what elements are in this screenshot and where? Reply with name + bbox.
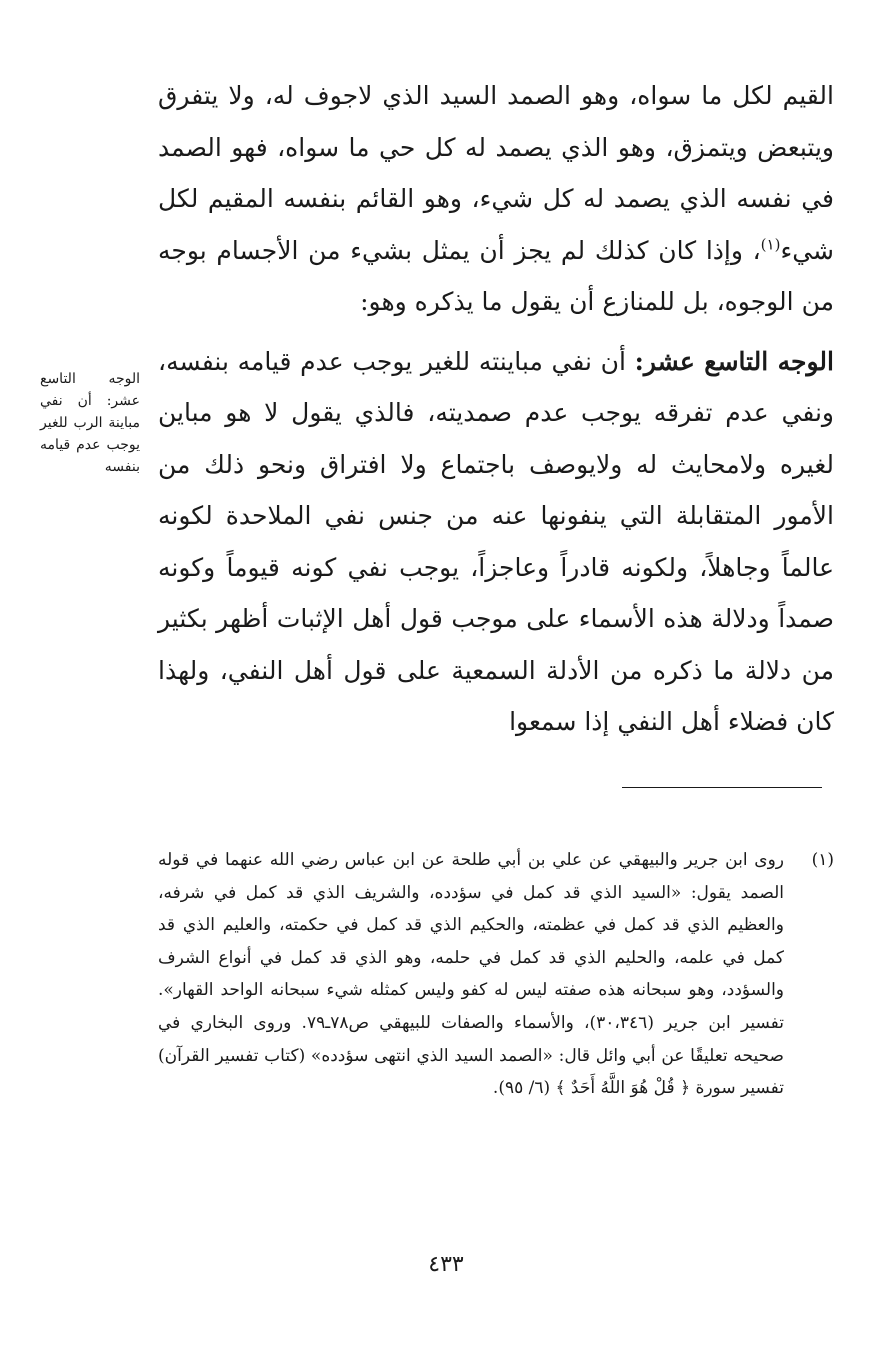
section-heading: الوجه التاسع عشر:: [634, 346, 834, 376]
footnote: [158, 844, 834, 1105]
footnote-reference[interactable]: (١): [760, 235, 781, 254]
footnote-number: (١): [811, 850, 834, 870]
paragraph-1-text-continued: ، وإذا كان كذلك لم يجز أن يمثل بشيء من الأجسام بوجه من الوجوه، بل للمنازع أن يقول ما يذكره وهو:: [158, 235, 834, 316]
footnote-text: روى ابن جرير والبيهقي عن علي بن أبي طلحة عن ابن عباس رضي الله عنهما في قوله الصمد يقول: «السيد الذي قد كمل في سؤدده، والشريف الذي قد كمل في شرفه، والعظيم الذي قد كمل في عظمته، والحكيم الذي قد كمل في حكمته، والعليم الذي قد كمل في علمه، والحليم الذي قد كمل في حلمه، وهو الذي قد كمل في أنواع الشرف والسؤدد، وهو سبحانه هذه صفته ليس له كفو وليس كمثله شيء سبحانه الواحد القهار». تفسير ابن جرير (٣٠،٣٤٦)، والأسماء والصفات للبيهقي ص٧٨ـ٧٩. وروى البخاري في صحيحه تعليقًا عن أبي وائل قال: «الصمد السيد الذي انتهى سؤدده» (كتاب تفسير القرآن) تفسير سورة ﴿ قُلْ هُوَ اللَّهُ أَحَدٌ ﴾ (٦/ ٩٥).: [158, 850, 784, 1099]
paragraph-2-text: أن نفي مباينته للغير يوجب عدم قيامه بنفسه، ونفي عدم تفرقه يوجب عدم صمديته، فالذي يقول لا هو مباين لغيره ولامحايث له ولايوصف باجتماع ولا افتراق ونحو ذلك من الأمور المتقابلة التي ينفونها عنه من جنس نفي الملاحدة لكونه عالماً وجاهلاً، ولكونه قادراً وعاجزاً، يوجب نفي كونه قيوماً وكونه صمداً ودلالة هذه الأسماء على موجب قول أهل الإثبات أظهر بكثير من دلالة ما ذكره من الأدلة السمعية على قول أهل النفي، ولهذا كان فضلاء أهل النفي إذا سمعوا: [158, 346, 834, 736]
margin-note: الوجه التاسع عشر: أن نفي مباينة الرب للغير يوجب عدم قيامه بنفسه: [40, 371, 140, 475]
page-number: ٤٣٣: [428, 1252, 464, 1277]
footnote-divider: [622, 787, 822, 788]
paragraph-1: [158, 70, 834, 328]
paragraph-1-text: القيم لكل ما سواه، وهو الصمد السيد الذي لاجوف له، ولا يتفرق ويتبعض ويتمزق، وهو الذي يصمد له كل حي ما سواه، فهو الصمد في نفسه الذي يصمد له كل شيء، وهو القائم بنفسه المقيم لكل شيء: [158, 81, 834, 265]
paragraph-2: [158, 336, 834, 748]
main-text: [158, 70, 834, 748]
